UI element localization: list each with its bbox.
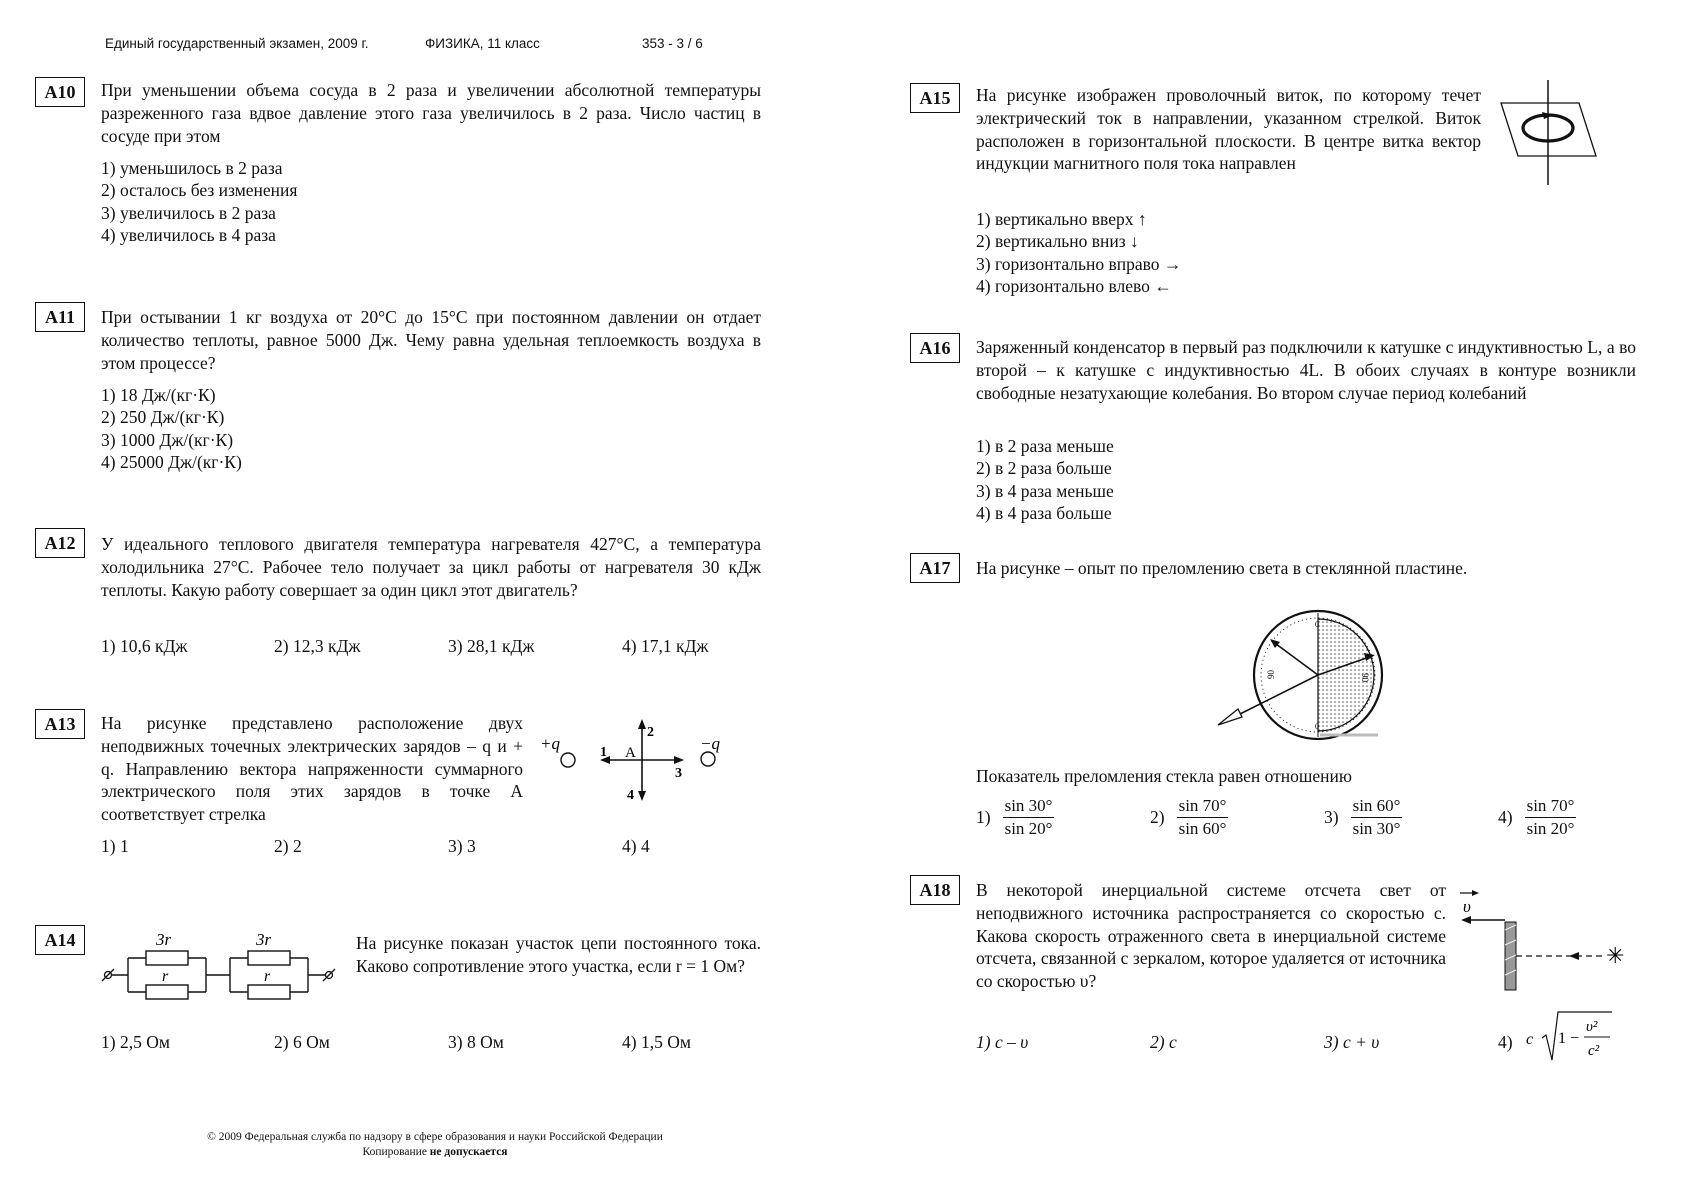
mirror-figure — [1455, 885, 1635, 1000]
label-3r-right: 3r — [256, 930, 272, 949]
option-a11-1[interactable]: 1) 18 Дж/(кг·К) — [101, 385, 216, 405]
circuit-figure — [98, 925, 343, 1005]
question-text-a18: В некоторой инерциальной системе отсчета свет от неподвижного источника распространяется со скоростью c. Какова скорость отраженного света в инерциальной системе отсчета, связанной с зеркалом, которое удаляется от источника со скоростью υ? — [976, 880, 1446, 992]
resistor-3r-right — [248, 951, 290, 965]
refraction-figure — [1210, 605, 1400, 745]
option-a11-4[interactable]: 4) 25000 Дж/(кг·К) — [101, 452, 242, 473]
question-label-a13: A13 — [35, 709, 85, 739]
option-a13-3[interactable]: 3) 3 — [448, 836, 476, 856]
dial-label-bottom: 0 — [1315, 722, 1319, 731]
fraction-a17-4 — [1525, 796, 1577, 839]
question-text-a13: На рисунке представлено расположение двух неподвижных точечных электрических зарядов – q и + q. Направлению вектора напряженности суммарного электрического поля этих зарядов в точке А соответствует стрелка — [101, 713, 523, 825]
option-a12-1[interactable]: 1) 10,6 кДж — [101, 636, 188, 656]
option-a16-3[interactable]: 3) в 4 раза меньше — [976, 480, 1114, 501]
option-a12-4[interactable]: 4) 17,1 кДж — [622, 636, 709, 656]
minus-q-label: −q — [700, 734, 720, 753]
option-a12-2[interactable]: 2) 12,3 кДж — [274, 636, 361, 656]
dial-label-right: 90 — [1360, 673, 1370, 682]
wire-loop-figure — [1496, 78, 1601, 188]
resistor-r-left — [146, 985, 188, 999]
question-text-a17b: Показатель преломления стекла равен отношению — [976, 766, 1352, 786]
formula-a18-4 — [1522, 1008, 1614, 1066]
fraction-a17-3 — [1351, 796, 1403, 839]
label-3r-left: 3r — [156, 930, 172, 949]
footer-copyright: © 2009 Федеральная служба по надзору в сфере образования и науки Российской Федерации — [207, 1131, 663, 1143]
formula-one: 1 − — [1558, 1030, 1580, 1047]
option-a17-1[interactable] — [976, 796, 1054, 839]
option-a17-1-number: 1) — [976, 807, 991, 827]
plus-q-label: +q — [540, 734, 560, 753]
option-a14-4[interactable]: 4) 1,5 Ом — [622, 1032, 691, 1052]
fraction-a17-1 — [1003, 796, 1055, 839]
question-text-a12: У идеального теплового двигателя температура нагревателя 427°С, а температура холодильника 27°С. Рабочее тело получает за цикл работы от нагревателя 30 кДж теплоты. Какую работу совершает за один цикл этот двигатель? — [101, 534, 761, 600]
option-a10-2[interactable]: 2) осталось без изменения — [101, 180, 298, 201]
fraction-a17-2-den: sin 60° — [1178, 819, 1227, 838]
question-label-a10: A10 — [35, 77, 85, 107]
question-label-a11: A11 — [35, 302, 85, 332]
question-label-a15: A15 — [910, 83, 960, 113]
option-a15-1[interactable]: 1) вертикально вверх ↑ — [976, 209, 1147, 229]
question-label-a12: A12 — [35, 528, 85, 558]
option-a17-2-number: 2) — [1150, 807, 1165, 827]
option-a10-4[interactable]: 4) увеличилось в 4 раза — [101, 225, 276, 246]
arrow-2-label: 2 — [647, 725, 654, 740]
question-text-a17: На рисунке – опыт по преломлению света в стеклянной пластине. — [976, 558, 1468, 578]
velocity-label: υ — [1463, 897, 1471, 916]
resistor-r-right — [248, 985, 290, 999]
option-a14-3[interactable]: 3) 8 Ом — [448, 1032, 504, 1052]
option-a17-3-number: 3) — [1324, 807, 1339, 827]
arrow-2-head-icon — [638, 719, 646, 729]
footer-copy-prefix: Копирование — [362, 1146, 430, 1158]
option-a14-1[interactable]: 1) 2,5 Ом — [101, 1032, 170, 1052]
options-a10 — [101, 157, 297, 247]
options-a15 — [976, 208, 1181, 298]
arrow-3-head-icon — [674, 756, 684, 764]
option-a13-1[interactable]: 1) 1 — [101, 836, 129, 856]
option-a10-1[interactable]: 1) уменьшилось в 2 раза — [101, 158, 283, 178]
arrow-3-label: 3 — [675, 766, 682, 781]
option-a17-2[interactable] — [1150, 796, 1228, 839]
header-subject: ФИЗИКА, 11 класс — [425, 36, 540, 51]
option-a12-3[interactable]: 3) 28,1 кДж — [448, 636, 535, 656]
option-a16-1[interactable]: 1) в 2 раза меньше — [976, 436, 1114, 456]
formula-den: c² — [1588, 1043, 1600, 1059]
option-a15-3[interactable]: 3) горизонтально вправо → — [976, 253, 1182, 274]
charges-figure — [530, 715, 735, 805]
point-a-label: A — [625, 745, 636, 761]
question-label-a18: A18 — [910, 875, 960, 905]
fraction-a17-2-num: sin 70° — [1177, 796, 1229, 818]
option-a11-3[interactable]: 3) 1000 Дж/(кг·К) — [101, 429, 234, 450]
light-source-arrow-icon — [1218, 709, 1242, 725]
mirror-motion-arrow-head-icon — [1461, 916, 1471, 924]
option-a17-4-number: 4) — [1498, 807, 1513, 827]
resistor-3r-left — [146, 951, 188, 965]
light-beam-arrow-icon — [1569, 952, 1579, 960]
option-a18-4-number: 4) — [1498, 1032, 1513, 1052]
positive-charge-icon — [561, 753, 575, 767]
velocity-vector-head-icon — [1472, 890, 1479, 896]
question-text-a11: При остывании 1 кг воздуха от 20°С до 15°С при постоянном давлении он отдает количество теплоты, равное 5000 Дж. Чему равна удельная теплоемкость воздуха в этом процессе? — [101, 307, 761, 373]
option-a10-3[interactable]: 3) увеличилось в 2 раза — [101, 202, 276, 223]
options-a11 — [101, 384, 242, 474]
label-r-left: r — [162, 968, 169, 985]
formula-num: υ² — [1586, 1019, 1598, 1035]
arrow-4-head-icon — [638, 791, 646, 801]
header-exam: Единый государственный экзамен, 2009 г. — [105, 36, 369, 51]
fraction-a17-1-num: sin 30° — [1003, 796, 1055, 818]
option-a17-4[interactable] — [1498, 796, 1576, 839]
fraction-a17-1-den: sin 20° — [1004, 819, 1053, 838]
fraction-a17-3-num: sin 60° — [1351, 796, 1403, 818]
formula-c: c — [1526, 1031, 1534, 1048]
header-page: 353 - 3 / 6 — [642, 36, 703, 51]
footer-copy-bold: не допускается — [429, 1146, 508, 1158]
label-r-right: r — [264, 968, 271, 985]
question-text-a14: На рисунке показан участок цепи постоянного тока. Каково сопротивление этого участка, если r = 1 Ом? — [356, 933, 761, 976]
option-a18-1[interactable]: 1) c – υ — [976, 1032, 1029, 1052]
option-a16-2[interactable]: 2) в 2 раза больше — [976, 458, 1112, 479]
arrow-4-label: 4 — [627, 788, 634, 803]
arrow-1-label: 1 — [600, 745, 607, 760]
fraction-a17-3-den: sin 30° — [1352, 819, 1401, 838]
option-a18-3[interactable]: 3) c + υ — [1324, 1032, 1380, 1052]
negative-charge-icon — [701, 752, 715, 766]
question-label-a16: A16 — [910, 333, 960, 363]
option-a14-2[interactable]: 2) 6 Ом — [274, 1032, 330, 1052]
question-text-a10: При уменьшении объема сосуда в 2 раза и увеличении абсолютной температуры разреженного газа вдвое давление этого газа увеличилось в 2 раза. Число частиц в сосуде при этом — [101, 80, 761, 146]
question-label-a14: A14 — [35, 925, 85, 955]
option-a15-4[interactable]: 4) горизонтально влево ← — [976, 276, 1172, 297]
fraction-a17-2 — [1177, 796, 1229, 839]
light-source-icon: ✳ — [1606, 943, 1625, 968]
question-text-a15: На рисунке изображен проволочный виток, по которому течет электрический ток в направлении, указанном стрелкой. Виток расположен в горизонтальной плоскости. В центре витка вектор индукции магнитного поля тока направлен — [976, 85, 1481, 174]
option-a17-3[interactable] — [1324, 796, 1402, 839]
fraction-a17-4-num: sin 70° — [1525, 796, 1577, 818]
question-label-a17: A17 — [910, 553, 960, 583]
fraction-a17-4-den: sin 20° — [1526, 819, 1575, 838]
option-a13-2[interactable]: 2) 2 — [274, 836, 302, 856]
dial-label-left: 90 — [1266, 670, 1276, 679]
option-a18-2[interactable]: 2) c — [1150, 1032, 1177, 1052]
option-a15-2[interactable]: 2) вертикально вниз ↓ — [976, 231, 1139, 252]
options-a16 — [976, 435, 1114, 525]
option-a16-4[interactable]: 4) в 4 раза больше — [976, 503, 1112, 524]
option-a11-2[interactable]: 2) 250 Дж/(кг·К) — [101, 407, 225, 428]
option-a13-4[interactable]: 4) 4 — [622, 836, 650, 856]
option-a18-4[interactable] — [1498, 1032, 1513, 1053]
footer-copy-notice — [155, 1146, 715, 1158]
dial-label-top: 0 — [1315, 620, 1319, 629]
question-text-a16: Заряженный конденсатор в первый раз подключили к катушке с индуктивностью L, а во второй – к катушке с индуктивностью 4L. В обоих случаях в контуре возникли свободные незатухающие колебания. Во втором случае период колебаний — [976, 337, 1636, 403]
